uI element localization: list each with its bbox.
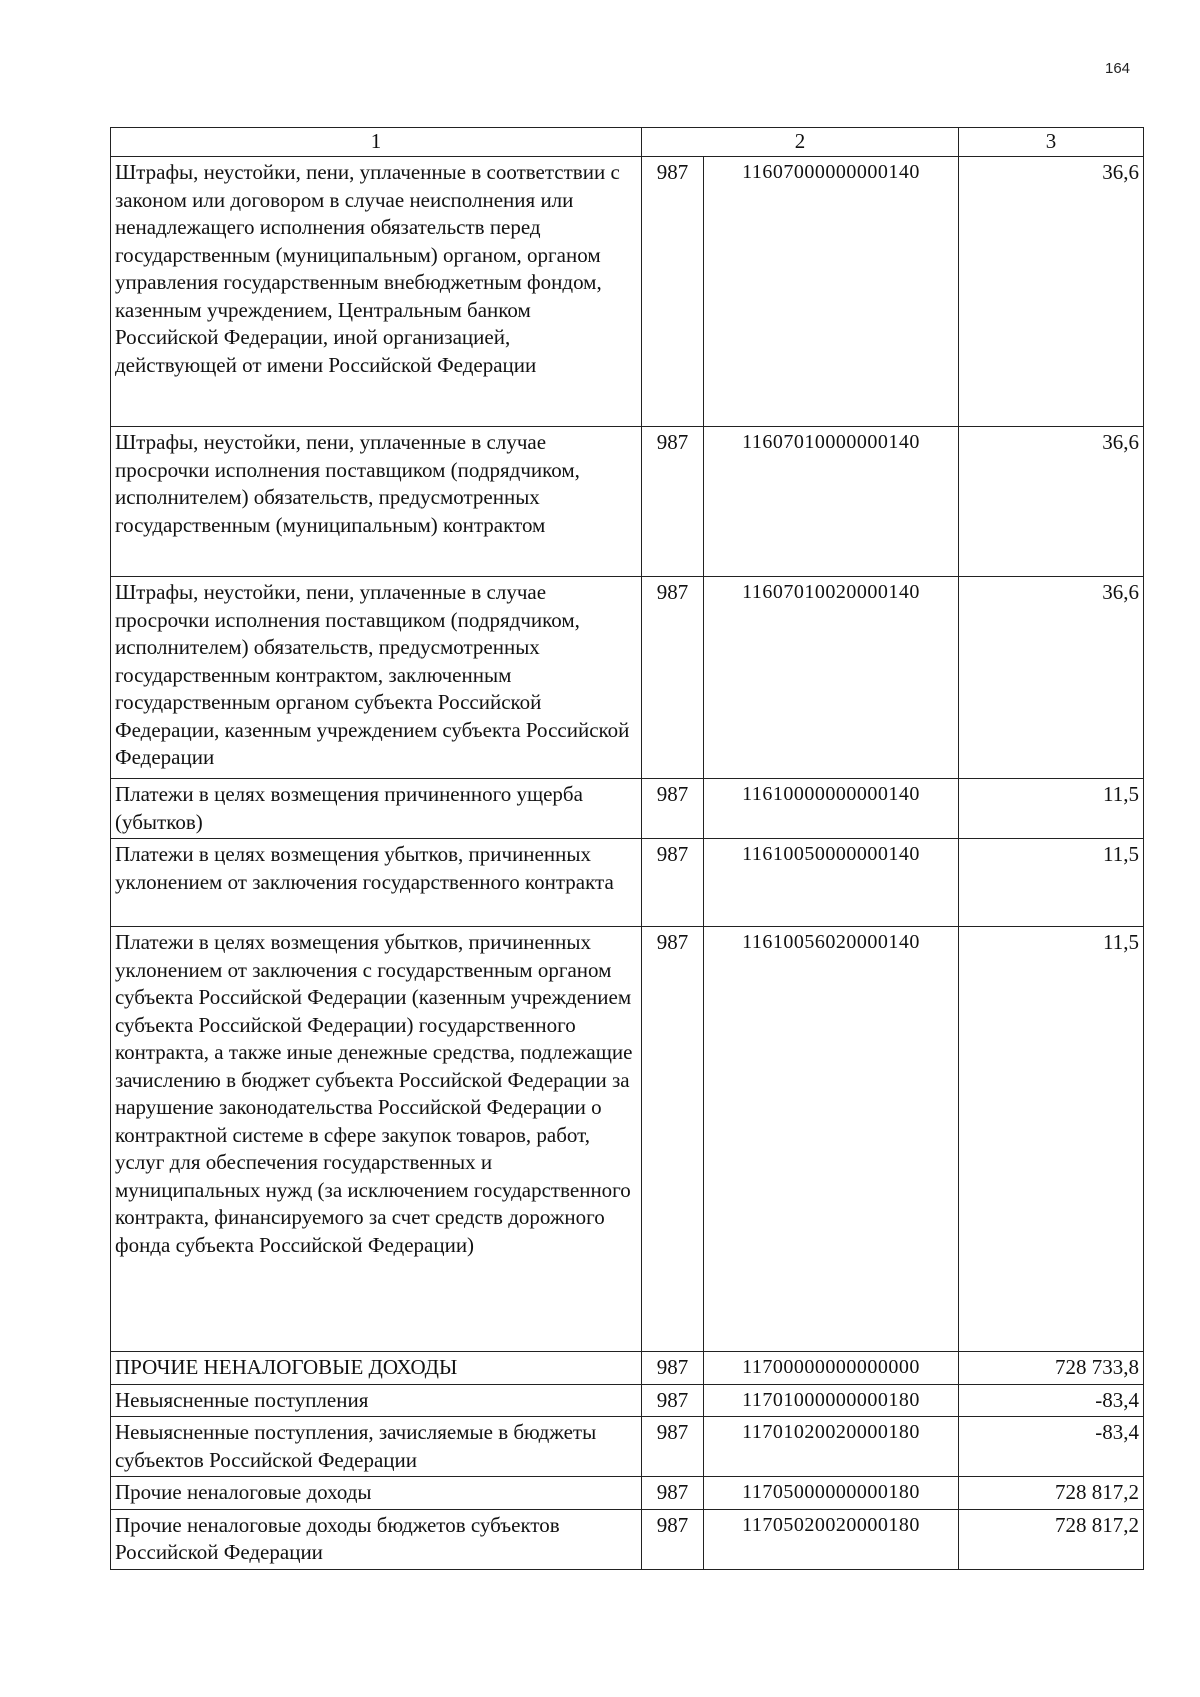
header-col-1: 1 xyxy=(111,128,642,157)
row-admin-code: 987 xyxy=(642,927,704,1352)
row-name: Невыясненные поступления xyxy=(111,1384,642,1417)
row-admin-code: 987 xyxy=(642,779,704,839)
row-name: Штрафы, неустойки, пени, уплаченные в случае просрочки исполнения поставщиком (подрядчиком, исполнителем) обязательств, предусмотренных государственным (муниципальным) контрактом xyxy=(111,427,642,577)
table-row xyxy=(111,779,1144,839)
row-budget-code: 11610056020000140 xyxy=(704,927,959,1352)
row-name: Прочие неналоговые доходы xyxy=(111,1477,642,1510)
row-admin-code: 987 xyxy=(642,839,704,927)
row-budget-code: 11705020020000180 xyxy=(704,1509,959,1569)
table-row xyxy=(111,157,1144,427)
row-budget-code: 11700000000000000 xyxy=(704,1352,959,1385)
row-admin-code: 987 xyxy=(642,1477,704,1510)
row-amount: 728 733,8 xyxy=(959,1352,1144,1385)
table-row xyxy=(111,1417,1144,1477)
row-budget-code: 11705000000000180 xyxy=(704,1477,959,1510)
row-budget-code: 11610000000000140 xyxy=(704,779,959,839)
row-name: Платежи в целях возмещения убытков, причиненных уклонением от заключения с государственным органом субъекта Российской Федерации (казенным учреждением субъекта Российской Федерации) государственного контракта, а также иные денежные средства, подлежащие зачислению в бюджет субъекта Российской Федерации за нарушение законодательства Российской Федерации о контрактной системе в сфере закупок товаров, работ, услуг для обеспечения государственных и муниципальных нужд (за исключением государственного контракта, финансируемого за счет средств дорожного фонда субъекта Российской Федерации) xyxy=(111,927,642,1352)
row-amount: 728 817,2 xyxy=(959,1477,1144,1510)
row-budget-code: 11607010020000140 xyxy=(704,577,959,779)
table-row xyxy=(111,1509,1144,1569)
row-budget-code: 11701020020000180 xyxy=(704,1417,959,1477)
table-row xyxy=(111,1477,1144,1510)
row-budget-code: 11701000000000180 xyxy=(704,1384,959,1417)
row-budget-code: 11607010000000140 xyxy=(704,427,959,577)
page-number: 164 xyxy=(1105,60,1131,77)
table-row xyxy=(111,1352,1144,1385)
row-amount: 36,6 xyxy=(959,577,1144,779)
row-admin-code: 987 xyxy=(642,1352,704,1385)
row-budget-code: 11610050000000140 xyxy=(704,839,959,927)
header-col-3: 3 xyxy=(959,128,1144,157)
row-name: Невыясненные поступления, зачисляемые в бюджеты субъектов Российской Федерации xyxy=(111,1417,642,1477)
header-col-2: 2 xyxy=(642,128,959,157)
row-admin-code: 987 xyxy=(642,577,704,779)
row-budget-code: 11607000000000140 xyxy=(704,157,959,427)
table-row xyxy=(111,1384,1144,1417)
row-name: Штрафы, неустойки, пени, уплаченные в случае просрочки исполнения поставщиком (подрядчиком, исполнителем) обязательств, предусмотренных государственным контрактом, заключенным государственным органом субъекта Российской Федерации, казенным учреждением субъекта Российской Федерации xyxy=(111,577,642,779)
row-name: Штрафы, неустойки, пени, уплаченные в соответствии с законом или договором в случае неисполнения или ненадлежащего исполнения обязательств перед государственным (муниципальным) органом, органом управления государственным внебюджетным фондом, казенным учреждением, Центральным банком Российской Федерации, иной организацией, действующей от имени Российской Федерации xyxy=(111,157,642,427)
row-amount: 11,5 xyxy=(959,779,1144,839)
table-header-row xyxy=(111,128,1144,157)
table-row xyxy=(111,427,1144,577)
row-amount: 728 817,2 xyxy=(959,1509,1144,1569)
row-name: Прочие неналоговые доходы бюджетов субъектов Российской Федерации xyxy=(111,1509,642,1569)
row-amount: 36,6 xyxy=(959,157,1144,427)
row-amount: 11,5 xyxy=(959,927,1144,1352)
row-admin-code: 987 xyxy=(642,1509,704,1569)
row-admin-code: 987 xyxy=(642,427,704,577)
row-name: Платежи в целях возмещения убытков, причиненных уклонением от заключения государственного контракта xyxy=(111,839,642,927)
row-amount: -83,4 xyxy=(959,1384,1144,1417)
row-name: ПРОЧИЕ НЕНАЛОГОВЫЕ ДОХОДЫ xyxy=(111,1352,642,1385)
row-admin-code: 987 xyxy=(642,1384,704,1417)
row-admin-code: 987 xyxy=(642,1417,704,1477)
row-name: Платежи в целях возмещения причиненного ущерба (убытков) xyxy=(111,779,642,839)
table-row xyxy=(111,839,1144,927)
row-amount: 11,5 xyxy=(959,839,1144,927)
row-amount: 36,6 xyxy=(959,427,1144,577)
table-row xyxy=(111,577,1144,779)
row-admin-code: 987 xyxy=(642,157,704,427)
table-row xyxy=(111,927,1144,1352)
revenue-table xyxy=(110,127,1144,1570)
row-amount: -83,4 xyxy=(959,1417,1144,1477)
